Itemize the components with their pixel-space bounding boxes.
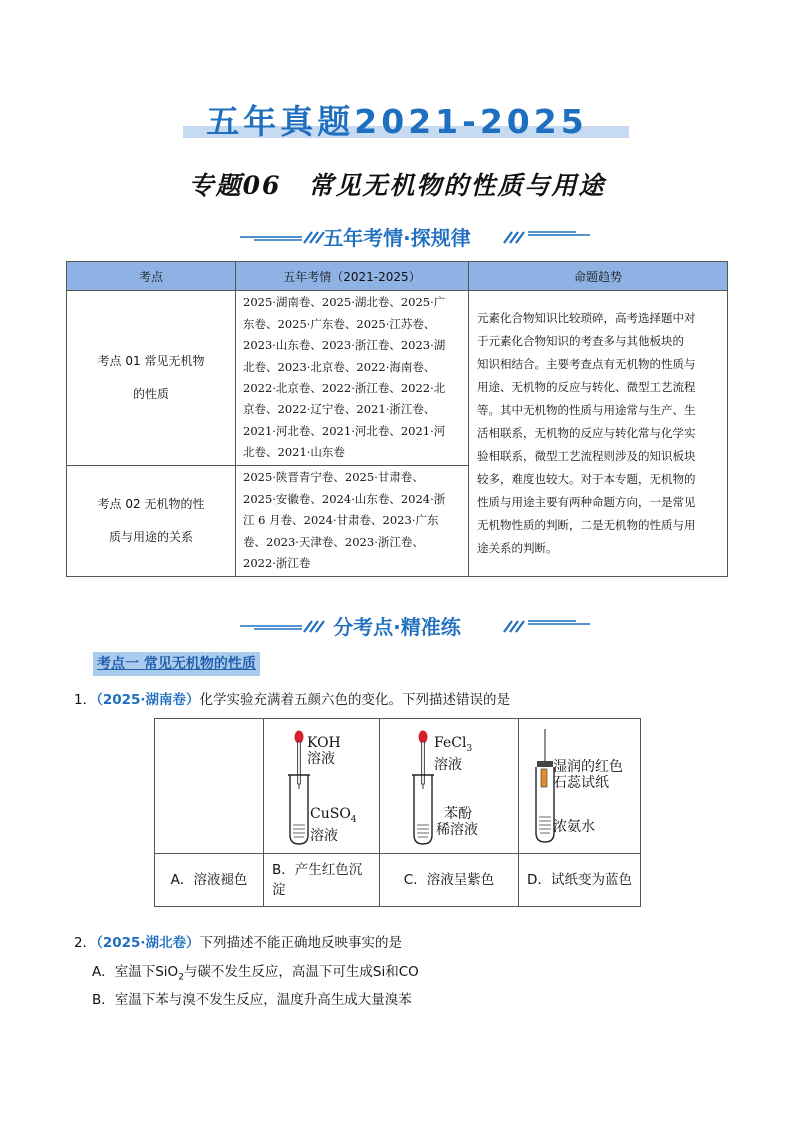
years-line: 2023·山东卷、2023·浙江卷、2023·湖	[243, 338, 446, 353]
trend-line: 验相联系，微型工艺流程则涉及的知识板块	[477, 449, 696, 463]
trend-line: 性质与用途主要有两种命题方向，一是常见	[477, 495, 696, 509]
years-cell	[236, 466, 469, 577]
trend-line: 知识相结合。主要考查点有无机物的性质与	[477, 357, 696, 371]
trend-line: 较多，难度也较大。对于本专题，无机物的	[477, 472, 696, 486]
figure-cell-empty	[155, 719, 264, 854]
years-line: 2021·河北卷、2021·河北卷、2021·河	[243, 423, 446, 438]
reagent-top-label: FeCl$_3$ 溶液	[434, 735, 473, 773]
topic-cell	[67, 291, 236, 466]
section-heading-practice: 分考点·精准练	[333, 615, 461, 639]
topic-text-line: 质与用途的关系	[108, 530, 193, 544]
reagent-top-label: 湿润的红色 石蕊试纸	[553, 759, 623, 791]
trend-line: 于元素化合物知识的考查多与其他板块的	[477, 334, 684, 348]
question-number: 2．	[74, 935, 97, 951]
trend-line: 等。其中无机物的性质与用途常与生产、生	[477, 403, 696, 417]
figure-cell-d	[519, 719, 641, 854]
options-row	[155, 854, 641, 907]
years-line: 东卷、2025·广东卷、2025·江苏卷、	[243, 316, 436, 331]
option-a[interactable]: A．溶液褪色	[155, 854, 264, 907]
reagent-bottom-label: 浓氨水	[553, 819, 595, 835]
option-c[interactable]: C．溶液呈紫色	[380, 854, 519, 907]
trend-line: 活相联系，无机物的反应与转化常与化学实	[477, 426, 696, 440]
main-title: 五年真题2021-2025	[206, 102, 588, 141]
trend-line: 用途、无机物的反应与转化、微型工艺流程	[477, 380, 696, 394]
years-line: 江 6 月卷、2024·甘肃卷、2023·广东	[243, 513, 439, 528]
question-text: 下列描述不能正确地反映事实的是	[199, 935, 403, 951]
trend-line: 途关系的判断。	[477, 541, 558, 555]
question-1-stem	[74, 690, 510, 710]
header-cell-years: 五年考情（2021-2025）	[236, 262, 469, 291]
years-line: 北卷、2021·山东卷	[243, 445, 345, 460]
question-source: （2025·湖南卷）	[96, 692, 200, 708]
years-line: 京卷、2022·辽宁卷、2021·浙江卷、	[243, 402, 436, 417]
reagent-bottom-label: CuSO$_4$ 溶液	[310, 806, 357, 844]
years-line: 2022·浙江卷	[243, 556, 311, 571]
topic-text-line: 考点 02 无机物的性	[97, 497, 205, 511]
option-d[interactable]: D．试纸变为蓝色	[519, 854, 641, 907]
section-heading-trends: 五年考情·探规律	[323, 226, 471, 250]
figure-cell-c	[380, 719, 519, 854]
years-cell	[236, 291, 469, 466]
trend-line: 元素化合物知识比较琐碎，高考选择题中对	[477, 311, 696, 325]
years-line: 2025·安徽卷、2024·山东卷、2024·浙	[243, 491, 446, 506]
years-line: 北卷、2023·北京卷、2022·海南卷、	[243, 359, 436, 374]
table-row	[67, 291, 728, 466]
years-line: 2025·湖南卷、2025·湖北卷、2025·广	[243, 295, 446, 310]
option-b[interactable]: B．产生红色沉 淀	[264, 854, 380, 907]
q2-option-a[interactable]: A．室温下SiO$_2$与碳不发生反应，高温下可生成Si和CO	[92, 964, 419, 983]
question-source: （2025·湖北卷）	[96, 935, 200, 951]
reagent-top-label: KOH 溶液	[307, 735, 341, 767]
q1-options-table	[154, 718, 641, 907]
overview-header-row	[67, 262, 728, 291]
question-text: 化学实验充满着五颜六色的变化。下列描述错误的是	[199, 692, 511, 708]
sub-title: 专题06 常见无机物的性质与用途	[188, 171, 606, 200]
header-cell-topic: 考点	[67, 262, 236, 291]
topic-text-line: 的性质	[132, 387, 169, 401]
topic-text-line: 考点 01 常见无机物	[97, 354, 205, 368]
years-line: 卷、2023·天津卷、2023·浙江卷、	[243, 534, 424, 549]
q2-option-b[interactable]: B．室温下苯与溴不发生反应，温度升高生成大量溴苯	[92, 992, 412, 1008]
trend-line: 无机物性质的判断，二是无机物的性质与用	[477, 518, 696, 532]
question-number: 1．	[74, 692, 97, 708]
question-2-stem	[74, 933, 402, 953]
right-line-decoration-icon	[500, 615, 600, 635]
reagent-bottom-label: 苯酚 稀溶液	[436, 806, 478, 838]
topic-label: 考点一 常见无机物的性质	[93, 652, 260, 676]
figure-cell-b	[264, 719, 380, 854]
header-cell-trend: 命题趋势	[469, 262, 728, 291]
trend-cell	[469, 291, 728, 577]
years-line: 2025·陕晋青宁卷、2025·甘肃卷、	[243, 470, 424, 485]
overview-table	[66, 261, 728, 577]
topic-cell	[67, 466, 236, 577]
right-line-decoration-icon	[500, 226, 600, 246]
years-line: 2022·北京卷、2022·浙江卷、2022·北	[243, 381, 446, 395]
figure-row	[155, 719, 641, 854]
